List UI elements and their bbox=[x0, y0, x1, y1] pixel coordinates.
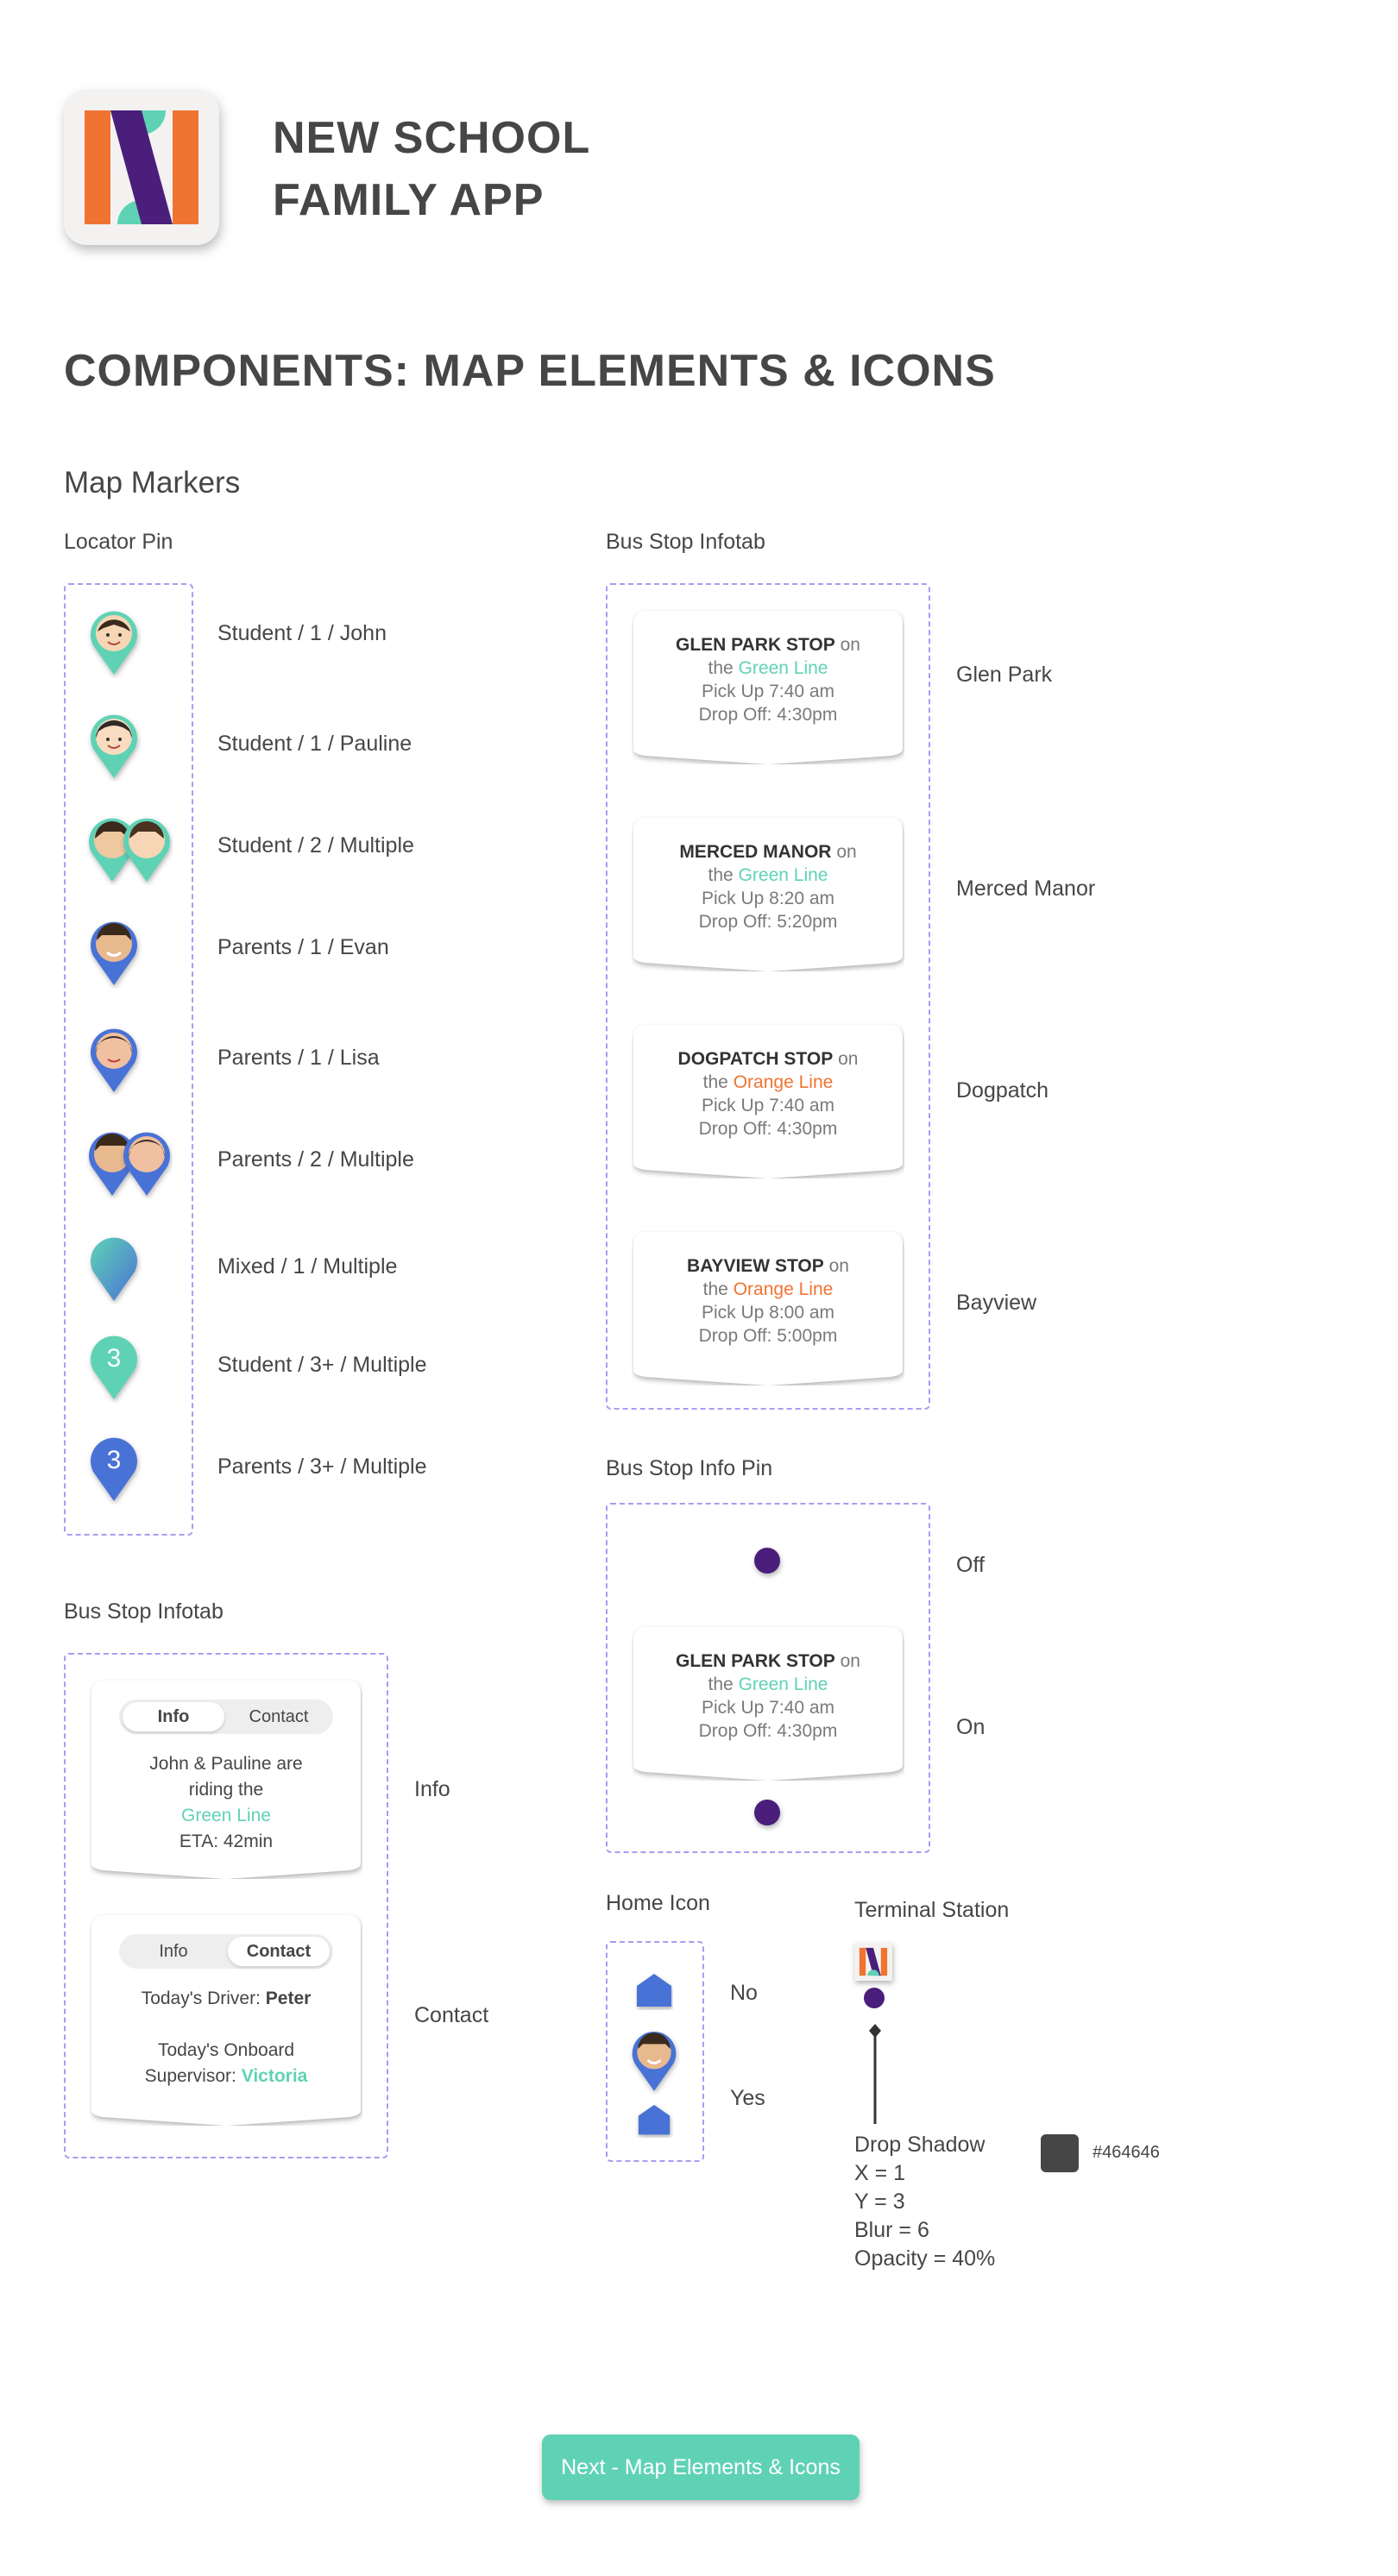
stop-the: the bbox=[708, 658, 734, 678]
terminal-station-line-icon bbox=[866, 2024, 884, 2128]
info-line1: John & Pauline are bbox=[149, 1754, 303, 1774]
terminal-station-heading: Terminal Station bbox=[854, 1898, 1010, 1922]
line-name: Orange Line bbox=[733, 1072, 834, 1092]
info-card-label: Info bbox=[414, 1777, 450, 1801]
contact-content bbox=[90, 1986, 362, 2089]
tab-contact[interactable]: Contact bbox=[249, 1707, 309, 1726]
parents-pin-multiple-icon[interactable] bbox=[86, 1130, 173, 1203]
dropoff-time: Drop Off: 5:00pm bbox=[698, 1326, 838, 1346]
stop-on: on bbox=[836, 842, 857, 862]
supervisor-prefix: Supervisor: bbox=[144, 2066, 236, 2086]
home-yes-label: Yes bbox=[730, 2086, 765, 2110]
pickup-time: Pick Up 7:40 am bbox=[701, 1698, 835, 1718]
locator-pin-label: Student / 3+ / Multiple bbox=[217, 1353, 427, 1377]
drop-shadow-x: X = 1 bbox=[854, 2161, 906, 2185]
card-text bbox=[632, 633, 904, 726]
bus-stop-card-dogpatch[interactable] bbox=[632, 1023, 904, 1178]
cluster-count: 3 bbox=[106, 1344, 122, 1373]
pickup-time: Pick Up 7:40 am bbox=[701, 1096, 835, 1115]
drop-shadow-y: Y = 3 bbox=[854, 2190, 905, 2214]
locator-pin-label: Parents / 1 / Lisa bbox=[217, 1046, 380, 1070]
stop-on: on bbox=[840, 635, 860, 655]
stop-the: the bbox=[702, 1072, 728, 1092]
stop-the: the bbox=[708, 865, 734, 885]
drop-shadow-title: Drop Shadow bbox=[854, 2133, 986, 2157]
student-pin-multiple-icon[interactable] bbox=[86, 816, 173, 889]
terminal-station-logo-icon[interactable] bbox=[854, 1943, 892, 1981]
stop-on: on bbox=[840, 1651, 860, 1671]
info-card[interactable] bbox=[90, 1679, 362, 1879]
stop-on: on bbox=[828, 1256, 849, 1276]
bus-stop-card-glen-park[interactable] bbox=[632, 609, 904, 764]
home-icon-heading: Home Icon bbox=[606, 1891, 710, 1915]
pin-on-label: On bbox=[956, 1715, 986, 1739]
next-button[interactable]: Next - Map Elements & Icons bbox=[542, 2435, 860, 2500]
card-label: Merced Manor bbox=[956, 876, 1096, 901]
stop-the: the bbox=[708, 1674, 734, 1694]
tab-info[interactable]: Info bbox=[123, 1702, 224, 1731]
pickup-time: Pick Up 8:00 am bbox=[701, 1303, 835, 1323]
locator-pin-label: Parents / 1 / Evan bbox=[217, 935, 389, 959]
parents-pin-lisa-icon[interactable] bbox=[86, 1027, 142, 1100]
cluster-count: 3 bbox=[106, 1446, 122, 1474]
student-pin-pauline-icon[interactable] bbox=[86, 713, 142, 786]
bus-stop-infotab-heading: Bus Stop Infotab bbox=[606, 530, 765, 554]
home-no-label: No bbox=[730, 1981, 758, 2005]
bus-stop-card-merced-manor[interactable] bbox=[632, 816, 904, 971]
stop-the: the bbox=[702, 1279, 728, 1299]
onboard-line: Today's Onboard bbox=[157, 2040, 295, 2060]
locator-pin-label: Student / 1 / John bbox=[217, 621, 387, 645]
card-text bbox=[632, 1649, 904, 1743]
parents-pin-evan-icon[interactable] bbox=[86, 920, 142, 993]
line-name: Green Line bbox=[738, 658, 828, 678]
bus-stop-pin-on-icon[interactable] bbox=[754, 1800, 780, 1825]
info-content bbox=[90, 1751, 362, 1855]
stop-name: MERCED MANOR bbox=[679, 842, 832, 862]
locator-pin-heading: Locator Pin bbox=[64, 530, 173, 554]
driver-name: Peter bbox=[265, 1989, 312, 2008]
info-contact-segmented-control bbox=[119, 1700, 333, 1734]
page-title: COMPONENTS: MAP ELEMENTS & ICONS bbox=[64, 346, 996, 396]
info-line2: riding the bbox=[188, 1780, 264, 1800]
locator-pin-label: Student / 2 / Multiple bbox=[217, 833, 414, 858]
dropoff-time: Drop Off: 4:30pm bbox=[698, 705, 838, 725]
home-parent-pin-icon[interactable] bbox=[628, 2029, 680, 2099]
section-title: Map Markers bbox=[64, 466, 241, 499]
driver-prefix: Today's Driver: bbox=[141, 1989, 261, 2008]
bus-stop-pin-on-card[interactable] bbox=[632, 1625, 904, 1781]
line-name: Green Line bbox=[738, 1674, 828, 1694]
bus-stop-pin-off-icon[interactable] bbox=[754, 1548, 780, 1574]
student-cluster-pin-icon[interactable] bbox=[86, 1334, 142, 1403]
pin-off-label: Off bbox=[956, 1553, 985, 1577]
drop-shadow-opacity: Opacity = 40% bbox=[854, 2246, 996, 2271]
line-name: Orange Line bbox=[733, 1279, 834, 1299]
home-icon[interactable] bbox=[635, 2103, 673, 2142]
dropoff-time: Drop Off: 4:30pm bbox=[698, 1119, 838, 1139]
card-text bbox=[632, 1047, 904, 1140]
contact-card[interactable] bbox=[90, 1913, 362, 2126]
info-line4: ETA: 42min bbox=[179, 1831, 274, 1851]
stop-name: GLEN PARK STOP bbox=[676, 635, 835, 655]
student-pin-john-icon[interactable] bbox=[86, 609, 142, 682]
card-text bbox=[632, 1254, 904, 1348]
drop-shadow-blur: Blur = 6 bbox=[854, 2218, 929, 2242]
stop-name: GLEN PARK STOP bbox=[676, 1651, 835, 1671]
stop-name: BAYVIEW STOP bbox=[687, 1256, 824, 1276]
card-text bbox=[632, 840, 904, 933]
supervisor-name: Victoria bbox=[241, 2066, 308, 2086]
card-label: Glen Park bbox=[956, 663, 1053, 687]
locator-pin-label: Mixed / 1 / Multiple bbox=[217, 1254, 398, 1279]
mixed-pin-icon[interactable] bbox=[86, 1235, 142, 1309]
terminal-station-dot-icon bbox=[864, 1988, 885, 2008]
bus-stop-info-pin-heading: Bus Stop Info Pin bbox=[606, 1456, 773, 1480]
bus-stop-card-bayview[interactable] bbox=[632, 1230, 904, 1385]
drop-shadow-spec bbox=[854, 2131, 995, 2273]
shadow-color-swatch bbox=[1041, 2134, 1079, 2172]
dropoff-time: Drop Off: 5:20pm bbox=[698, 912, 838, 932]
stop-name: DOGPATCH STOP bbox=[677, 1049, 834, 1069]
tab-contact[interactable]: Contact bbox=[228, 1937, 330, 1966]
stop-on: on bbox=[838, 1049, 859, 1069]
locator-pin-label: Parents / 3+ / Multiple bbox=[217, 1454, 427, 1479]
shadow-color-hex: #464646 bbox=[1093, 2143, 1160, 2162]
app-title-line1: NEW SCHOOL bbox=[273, 113, 591, 163]
line-name: Green Line bbox=[738, 865, 828, 885]
app-logo bbox=[64, 90, 219, 245]
locator-pin-label: Student / 1 / Pauline bbox=[217, 732, 412, 756]
app-title bbox=[273, 107, 590, 231]
card-label: Bayview bbox=[956, 1291, 1037, 1315]
info-contact-segmented-control bbox=[119, 1934, 333, 1969]
parents-cluster-pin-icon[interactable] bbox=[86, 1436, 142, 1505]
pickup-time: Pick Up 7:40 am bbox=[701, 682, 835, 701]
dropoff-time: Drop Off: 4:30pm bbox=[698, 1721, 838, 1741]
locator-pin-label: Parents / 2 / Multiple bbox=[217, 1147, 414, 1172]
card-label: Dogpatch bbox=[956, 1078, 1049, 1103]
home-icon[interactable] bbox=[635, 1972, 673, 2014]
tab-info[interactable]: Info bbox=[159, 1942, 188, 1961]
info-line3: Green Line bbox=[181, 1806, 271, 1825]
app-title-line2: FAMILY APP bbox=[273, 175, 545, 225]
bus-stop-infotab-tabs-heading: Bus Stop Infotab bbox=[64, 1599, 224, 1624]
contact-card-label: Contact bbox=[414, 2003, 489, 2027]
pickup-time: Pick Up 8:20 am bbox=[701, 889, 835, 908]
